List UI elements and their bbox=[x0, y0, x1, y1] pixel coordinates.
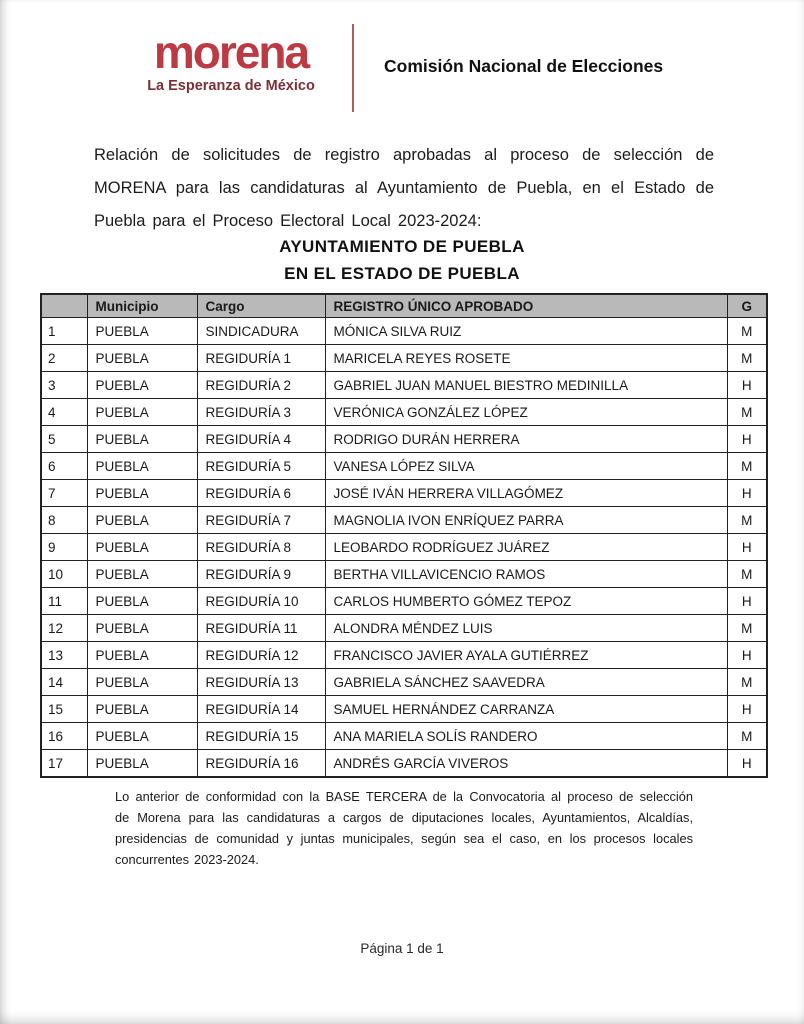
table-cell: H bbox=[727, 750, 767, 778]
table-cell: REGIDURÍA 7 bbox=[197, 507, 325, 534]
intro-paragraph: Relación de solicitudes de registro aprobadas al proceso de selección de MORENA para las candidaturas al Ayuntamiento de Puebla, en el Estado de Puebla para el Proceso Electoral Local 2023-2024: bbox=[94, 146, 714, 230]
table-cell: 10 bbox=[41, 561, 87, 588]
table-cell: REGIDURÍA 11 bbox=[197, 615, 325, 642]
table-cell: GABRIELA SÁNCHEZ SAAVEDRA bbox=[325, 669, 727, 696]
table-cell: M bbox=[727, 318, 767, 345]
table-header-row bbox=[41, 294, 767, 318]
table-cell: M bbox=[727, 615, 767, 642]
table-cell: H bbox=[727, 480, 767, 507]
table-cell: PUEBLA bbox=[87, 534, 197, 561]
table-cell: ALONDRA MÉNDEZ LUIS bbox=[325, 615, 727, 642]
table-cell: ANA MARIELA SOLÍS RANDERO bbox=[325, 723, 727, 750]
table-cell: PUEBLA bbox=[87, 750, 197, 778]
table-cell: JOSÉ IVÁN HERRERA VILLAGÓMEZ bbox=[325, 480, 727, 507]
table-cell: FRANCISCO JAVIER AYALA GUTIÉRREZ bbox=[325, 642, 727, 669]
table-cell: REGIDURÍA 13 bbox=[197, 669, 325, 696]
table-cell: 11 bbox=[41, 588, 87, 615]
table-cell: PUEBLA bbox=[87, 561, 197, 588]
table-cell: MAGNOLIA IVON ENRÍQUEZ PARRA bbox=[325, 507, 727, 534]
table-row bbox=[41, 453, 767, 480]
table-cell: 5 bbox=[41, 426, 87, 453]
table-cell: H bbox=[727, 426, 767, 453]
morena-logo bbox=[138, 26, 324, 94]
table-row bbox=[41, 561, 767, 588]
table-cell: REGIDURÍA 15 bbox=[197, 723, 325, 750]
table-cell: BERTHA VILLAVICENCIO RAMOS bbox=[325, 561, 727, 588]
table-cell: REGIDURÍA 16 bbox=[197, 750, 325, 778]
table-row bbox=[41, 426, 767, 453]
table-cell: REGIDURÍA 6 bbox=[197, 480, 325, 507]
header-cell-cargo: Cargo bbox=[197, 294, 325, 318]
table-cell: M bbox=[727, 561, 767, 588]
table-cell: VANESA LÓPEZ SILVA bbox=[325, 453, 727, 480]
table-cell: REGIDURÍA 12 bbox=[197, 642, 325, 669]
table-cell: SINDICADURA bbox=[197, 318, 325, 345]
table-row bbox=[41, 642, 767, 669]
table-cell: RODRIGO DURÁN HERRERA bbox=[325, 426, 727, 453]
table-cell: REGIDURÍA 9 bbox=[197, 561, 325, 588]
table-cell: LEOBARDO RODRÍGUEZ JUÁREZ bbox=[325, 534, 727, 561]
table-row bbox=[41, 345, 767, 372]
table-row bbox=[41, 588, 767, 615]
document-title bbox=[0, 233, 804, 287]
table-cell: REGIDURÍA 2 bbox=[197, 372, 325, 399]
table-cell: SAMUEL HERNÁNDEZ CARRANZA bbox=[325, 696, 727, 723]
table-cell: REGIDURÍA 4 bbox=[197, 426, 325, 453]
table-cell: M bbox=[727, 399, 767, 426]
table-cell: H bbox=[727, 696, 767, 723]
table-cell: M bbox=[727, 723, 767, 750]
table-cell: M bbox=[727, 669, 767, 696]
table-cell: PUEBLA bbox=[87, 696, 197, 723]
table-cell: REGIDURÍA 1 bbox=[197, 345, 325, 372]
table-cell: PUEBLA bbox=[87, 399, 197, 426]
table-cell: REGIDURÍA 14 bbox=[197, 696, 325, 723]
table-cell: MARICELA REYES ROSETE bbox=[325, 345, 727, 372]
table-row bbox=[41, 669, 767, 696]
table-cell: REGIDURÍA 5 bbox=[197, 453, 325, 480]
header-cell-index bbox=[41, 294, 87, 318]
table-row bbox=[41, 399, 767, 426]
table-cell: PUEBLA bbox=[87, 642, 197, 669]
table-cell: PUEBLA bbox=[87, 723, 197, 750]
table-row bbox=[41, 534, 767, 561]
table-row bbox=[41, 480, 767, 507]
table-row bbox=[41, 723, 767, 750]
table-cell: CARLOS HUMBERTO GÓMEZ TEPOZ bbox=[325, 588, 727, 615]
table-cell: M bbox=[727, 507, 767, 534]
table-cell: PUEBLA bbox=[87, 426, 197, 453]
table-cell: PUEBLA bbox=[87, 669, 197, 696]
table-cell: MÓNICA SILVA RUIZ bbox=[325, 318, 727, 345]
table-cell: 6 bbox=[41, 453, 87, 480]
table-cell: H bbox=[727, 534, 767, 561]
table-cell: PUEBLA bbox=[87, 480, 197, 507]
table-cell: M bbox=[727, 345, 767, 372]
table-cell: 14 bbox=[41, 669, 87, 696]
footnote-paragraph: Lo anterior de conformidad con la BASE TERCERA de la Convocatoria al proceso de selección de Morena para las candidaturas a cargos de diputaciones locales, Ayuntamientos, Alcaldías, presidencias de comunidad y juntas municipales, según sea el caso, en los procesos locales concurrentes 2023-2024. bbox=[115, 789, 693, 867]
table-cell: 3 bbox=[41, 372, 87, 399]
table-cell: H bbox=[727, 588, 767, 615]
table-row bbox=[41, 750, 767, 778]
table-row bbox=[41, 615, 767, 642]
table-cell: PUEBLA bbox=[87, 615, 197, 642]
table-cell: PUEBLA bbox=[87, 507, 197, 534]
table-row bbox=[41, 372, 767, 399]
table-cell: PUEBLA bbox=[87, 372, 197, 399]
table-cell: PUEBLA bbox=[87, 588, 197, 615]
table-cell: 1 bbox=[41, 318, 87, 345]
table-cell: ANDRÉS GARCÍA VIVEROS bbox=[325, 750, 727, 778]
table-cell: 8 bbox=[41, 507, 87, 534]
table-cell: 9 bbox=[41, 534, 87, 561]
table-cell: M bbox=[727, 453, 767, 480]
table-cell: 15 bbox=[41, 696, 87, 723]
table-cell: 13 bbox=[41, 642, 87, 669]
table-row bbox=[41, 507, 767, 534]
table-cell: REGIDURÍA 8 bbox=[197, 534, 325, 561]
morena-tagline: La Esperanza de México bbox=[147, 78, 315, 94]
table-cell: 4 bbox=[41, 399, 87, 426]
table-cell: VERÓNICA GONZÁLEZ LÓPEZ bbox=[325, 399, 727, 426]
table-cell: PUEBLA bbox=[87, 318, 197, 345]
table-cell: H bbox=[727, 642, 767, 669]
table-cell: PUEBLA bbox=[87, 345, 197, 372]
table-row bbox=[41, 696, 767, 723]
table-cell: REGIDURÍA 3 bbox=[197, 399, 325, 426]
table-cell: PUEBLA bbox=[87, 453, 197, 480]
page-number: Página 1 de 1 bbox=[360, 941, 444, 956]
commission-title: Comisión Nacional de Elecciones bbox=[384, 56, 664, 76]
table-cell: 17 bbox=[41, 750, 87, 778]
table-cell: 12 bbox=[41, 615, 87, 642]
header-cell-genero: G bbox=[727, 294, 767, 318]
header-cell-municipio: Municipio bbox=[87, 294, 197, 318]
document-title-line2: EN EL ESTADO DE PUEBLA bbox=[284, 264, 520, 283]
table-cell: 16 bbox=[41, 723, 87, 750]
table-row bbox=[41, 318, 767, 345]
table-cell: GABRIEL JUAN MANUEL BIESTRO MEDINILLA bbox=[325, 372, 727, 399]
morena-wordmark: morena bbox=[153, 26, 309, 78]
table-cell: 7 bbox=[41, 480, 87, 507]
registrations-table bbox=[40, 293, 768, 778]
table-cell: H bbox=[727, 372, 767, 399]
header-divider bbox=[352, 24, 354, 112]
table-cell: 2 bbox=[41, 345, 87, 372]
document-title-line1: AYUNTAMIENTO DE PUEBLA bbox=[279, 237, 525, 256]
table-cell: REGIDURÍA 10 bbox=[197, 588, 325, 615]
header-cell-registro: REGISTRO ÚNICO APROBADO bbox=[325, 294, 727, 318]
